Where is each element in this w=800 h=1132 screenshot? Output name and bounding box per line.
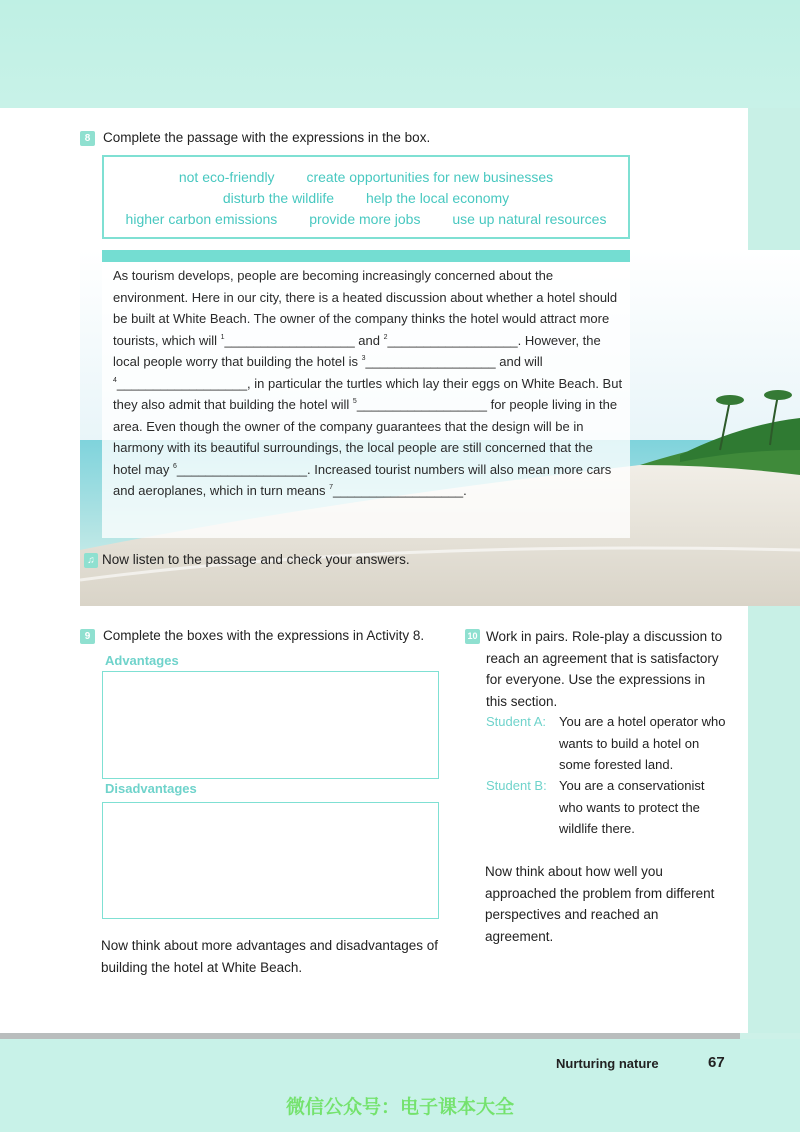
unit-title: Nurturing nature [556, 1056, 659, 1071]
expression-item: create opportunities for new businesses [306, 169, 554, 185]
activity-9-instruction: Complete the boxes with the expressions in Activity 8. [103, 628, 425, 643]
expression-item: disturb the wildlife [222, 190, 335, 206]
wechat-watermark-text: 微信公众号：电子课本大全 [285, 1097, 514, 1118]
expression-item: help the local economy [365, 190, 510, 206]
blank-4[interactable]: __________________ [116, 375, 248, 391]
activity-10-number-badge: 10 [465, 629, 480, 644]
top-band [0, 0, 800, 108]
expression-item: higher carbon emissions [125, 211, 278, 227]
activity-8-number-badge: 8 [80, 131, 95, 146]
blank-6[interactable]: __________________ [176, 461, 308, 477]
blank-5[interactable]: __________________ [356, 397, 487, 412]
listen-instruction: Now listen to the passage and check your answers. [102, 552, 410, 567]
passage-text: As tourism develops, people are becoming increasingly concerned about the environment. Here in our city, there is a heated discussion about whether a hotel should be built at White Beach. The owner of the company thinks the hotel would attract more tourists, which will $^1$__________________ and $^2$__________________. However, the local people worry that building the hotel is $^3$__________________ and will $^4$__________________, in particular the turtles which lay their eggs on White Beach. But they also admit that building the hotel will $^5$__________________ for people living in the area. Even though the owner of the company guarantees that the design will be in harmony with its beautiful surroundings, the local people are still concerned that the hotel may $^6$__________________. Increased tourist numbers will also mean more cars and aeroplanes, which in turn means $^7$__________________. [113, 268, 623, 498]
blank-2[interactable]: __________________ [387, 332, 518, 348]
word-box-row-3 [104, 211, 628, 227]
activity-9-followup: Now think about more advantages and disadvantages of building the hotel at White Beach. [101, 938, 438, 975]
activity-8-instruction: Complete the passage with the expressions in the box. [103, 130, 431, 145]
student-a-label: Student A: [486, 714, 546, 729]
word-box-row-2 [104, 190, 628, 206]
blank-3[interactable]: __________________ [365, 354, 496, 369]
expression-word-box [102, 155, 630, 239]
word-box-row-1 [104, 169, 628, 185]
expression-item: provide more jobs [309, 211, 421, 227]
passage-box [102, 250, 630, 538]
advantages-answer-box[interactable] [102, 671, 439, 779]
activity-10-followup: Now think about how well you approached the problem from different perspectives and reached an agreement. [485, 864, 715, 944]
listen-audio-icon[interactable]: ♫ [84, 553, 98, 568]
page-number: 67 [708, 1054, 725, 1071]
expression-item: not eco-friendly [178, 169, 275, 185]
disadvantages-answer-box[interactable] [102, 802, 439, 919]
passage-top-bar [102, 250, 630, 262]
blank-7[interactable]: __________________ [332, 483, 464, 498]
activity-9-number-badge: 9 [80, 629, 95, 644]
expression-item: use up natural resources [452, 211, 607, 227]
student-a-description: You are a hotel operator who wants to build a hotel on some forested land. [559, 714, 726, 772]
student-b-label: Student B: [486, 778, 547, 793]
activity-10-instruction: Work in pairs. Role-play a discussion to reach an agreement that is satisfactory for everyone. Use the expressions in this section. [486, 629, 723, 709]
disadvantages-label: Disadvantages [105, 781, 197, 796]
advantages-label: Advantages [105, 653, 179, 668]
blank-1[interactable]: __________________ [224, 332, 355, 348]
student-b-description: You are a conservationist who wants to protect the wildlife there. [559, 778, 705, 836]
